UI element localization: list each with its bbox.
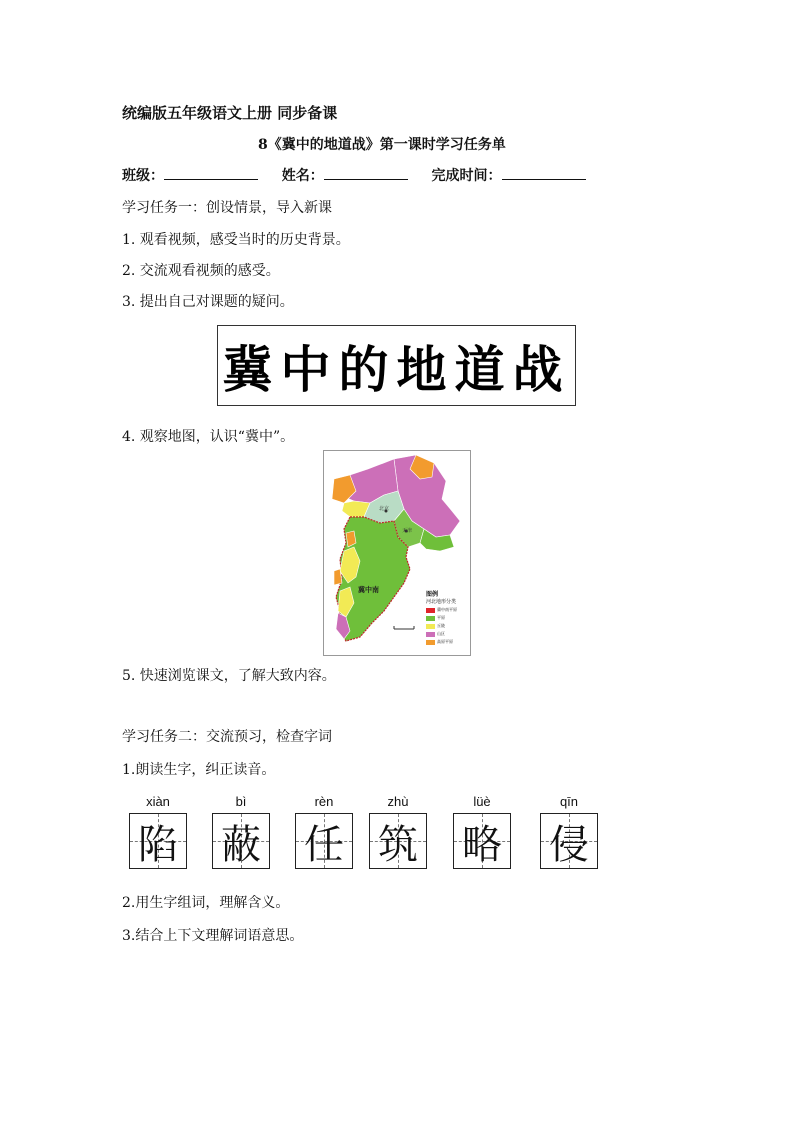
character: 略 [462,821,502,868]
course-title: 统编版五年级语文上册 同步备课 [122,104,338,122]
legend-swatch-red [426,608,435,613]
task1-item-5: 5. 快速浏览课文，了解大致内容。 [122,668,336,684]
map-city-tianjin: 天津 [402,528,413,534]
time-label: 完成时间： [431,168,502,184]
task2-heading: 学习任务二：交流预习，检查字词 [122,729,332,745]
character: 任 [304,821,344,868]
character-box [212,813,270,869]
legend-item [426,631,468,637]
legend-swatch-green [426,616,435,621]
legend-swatch-purple [426,632,435,637]
worksheet-title: 8《冀中的地道战》第一课时学习任务单 [258,137,506,153]
pinyin-label: rèn [314,794,334,809]
legend-label: 冀中南平原 [437,607,457,612]
legend-label: 丘陵 [437,623,445,628]
legend-label: 高原平原 [437,639,453,644]
hebei-map [323,450,471,656]
task1-item-3: 3. 提出自己对课题的疑问。 [122,294,294,310]
legend-swatch-yellow [426,624,435,629]
legend-item [426,615,468,621]
legend-title: 图例 [426,591,439,598]
pinyin-label: lüè [473,794,491,809]
time-blank[interactable] [502,165,586,180]
legend-subtitle: 河北地形分类 [426,599,457,605]
character: 蔽 [221,821,261,868]
character-box [540,813,598,869]
pinyin-label: qīn [559,794,579,809]
pinyin-label: bì [235,794,247,809]
map-city-beijing: 北京 [379,506,390,512]
lesson-title-text: 冀中的地道战 [222,339,571,399]
task2-item-3: 3.结合上下文理解词语意思。 [122,928,304,944]
character: 筑 [378,821,418,868]
info-line [122,165,586,185]
map-legend [426,589,468,645]
name-label: 姓名： [281,168,324,184]
legend-label: 山区 [437,631,445,636]
character-box [129,813,187,869]
task1-item-1: 1. 观看视频，感受当时的历史背景。 [122,232,350,248]
legend-item [426,607,468,613]
legend-swatch-orange [426,640,435,645]
character: 侵 [549,821,589,868]
character-box [295,813,353,869]
task1-item-2: 2. 交流观看视频的感受。 [122,263,280,279]
task1-heading: 学习任务一：创设情景，导入新课 [122,200,332,216]
class-label: 班级： [122,168,164,184]
task2-item-2: 2.用生字组词，理解含义。 [122,895,290,911]
pinyin-label: xiàn [146,794,170,809]
character-box [453,813,511,869]
name-blank[interactable] [324,165,408,180]
map-region-label: 冀中南 [358,585,379,594]
pinyin-label: zhù [387,794,409,809]
task1-item-4: 4. 观察地图，认识“冀中”。 [122,429,295,445]
class-blank[interactable] [164,165,258,180]
legend-label: 平原 [437,615,445,620]
legend-item [426,623,468,629]
character: 陷 [138,821,178,868]
character-box [369,813,427,869]
legend-item [426,639,468,645]
lesson-title-banner [217,325,576,406]
task2-item-1: 1.朗读生字，纠正读音。 [122,762,276,778]
